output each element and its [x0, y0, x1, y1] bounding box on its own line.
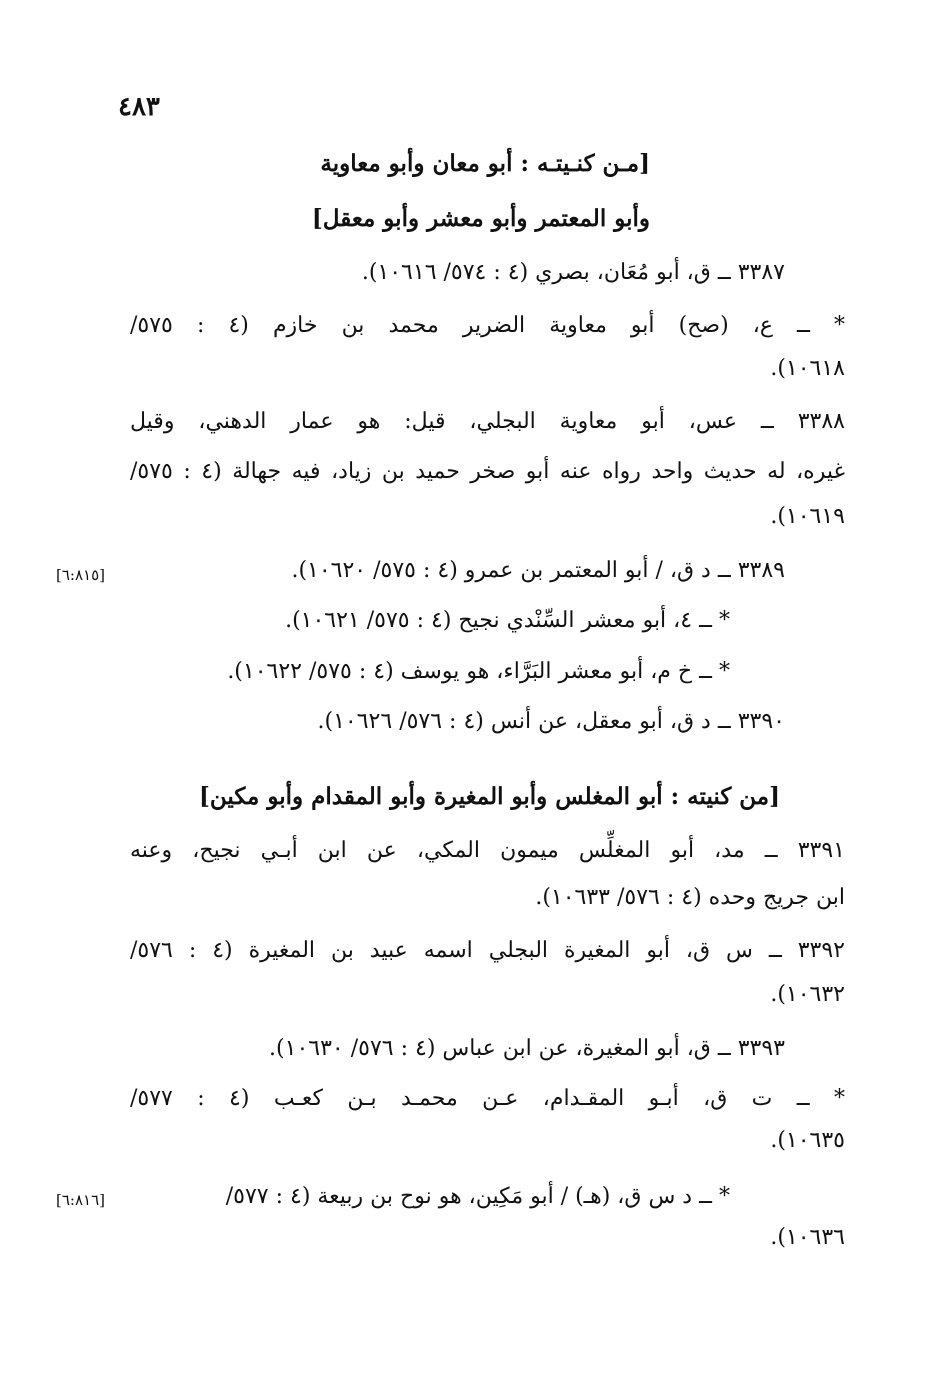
margin-note: [٦:٨١٦] [56, 1191, 105, 1209]
entry-line: ١٠٦٣٢). [770, 982, 845, 1007]
entry-line: ١٠٦٣٦). [770, 1225, 845, 1250]
entry-line: * ــ ت ق، أبـو المقـدام، عـن محمـد بـن كعـب (٤ : ٥٧٧/ [130, 1086, 845, 1111]
entry-line: ٣٣٩٠ ــ د ق، أبو معقل، عن أنس (٤ : ٥٧٦/ ١٠٦٢٦). [317, 709, 785, 734]
entry-line: ٣٣٩٣ ــ ق، أبو المغيرة، عن ابن عباس (٤ : ٥٧٦/ ١٠٦٣٠). [269, 1036, 785, 1061]
entry-line: غيره، له حديث واحد رواه عنه أبو صخر حميد بن زياد، فيه جهالة (٤ : ٥٧٥/ [130, 459, 845, 484]
entry-line: ١٠٦١٨). [770, 356, 845, 381]
section-heading-line: [مـن كنـيتـه : أبو معان وأبو معاوية [320, 150, 650, 177]
section-heading-line: وأبو المعتمر وأبو معشر وأبو معقل] [311, 205, 650, 232]
section-heading-line: [من كنيته : أبو المغلس وأبو المغيرة وأبو المقدام وأبو مكين] [199, 783, 780, 810]
page-number: ٤٨٣ [118, 92, 160, 122]
entry-line: * ــ د س ق، (هـ) / أبو مَكِين، هو نوح بن ربيعة (٤ : ٥٧٧/ [225, 1184, 730, 1209]
entry-line: * ــ خ م، أبو معشر البَرَّاء، هو يوسف (٤ : ٥٧٥/ ١٠٦٢٢). [227, 659, 730, 684]
entry-line: ٣٣٨٨ ــ عس، أبو معاوية البجلي، قيل: هو عمار الدهني، وقيل [130, 409, 845, 434]
entry-line: ١٠٦١٩). [770, 504, 845, 529]
entry-line: ٣٣٨٧ ــ ق، أبو مُعَان، بصري (٤ : ٥٧٤/ ١٠٦١٦). [361, 260, 785, 285]
margin-note: [٦:٨١٥] [56, 566, 105, 584]
entry-line: ٣٣٨٩ ــ د ق، / أبو المعتمر بن عمرو (٤ : ٥٧٥/ ١٠٦٢٠). [291, 558, 785, 583]
entry-line: * ــ ٤، أبو معشر السِّنْدي نجيح (٤ : ٥٧٥/ ١٠٦٢١). [285, 608, 730, 633]
entry-line: ٣٣٩١ ــ مد، أبو المغلِّس ميمون المكي، عن ابن أبـي نجيح، وعنه [130, 838, 845, 863]
entry-line: ١٠٦٣٥). [770, 1128, 845, 1153]
entry-line: ابن جريج وحده (٤ : ٥٧٦/ ١٠٦٣٣). [535, 885, 845, 910]
entry-line: ٣٣٩٢ ــ س ق، أبو المغيرة البجلي اسمه عبيد بن المغيرة (٤ : ٥٧٦/ [130, 938, 845, 963]
entry-line: * ــ ع، (صح) أبو معاوية الضرير محمد بن خازم (٤ : ٥٧٥/ [130, 313, 846, 338]
